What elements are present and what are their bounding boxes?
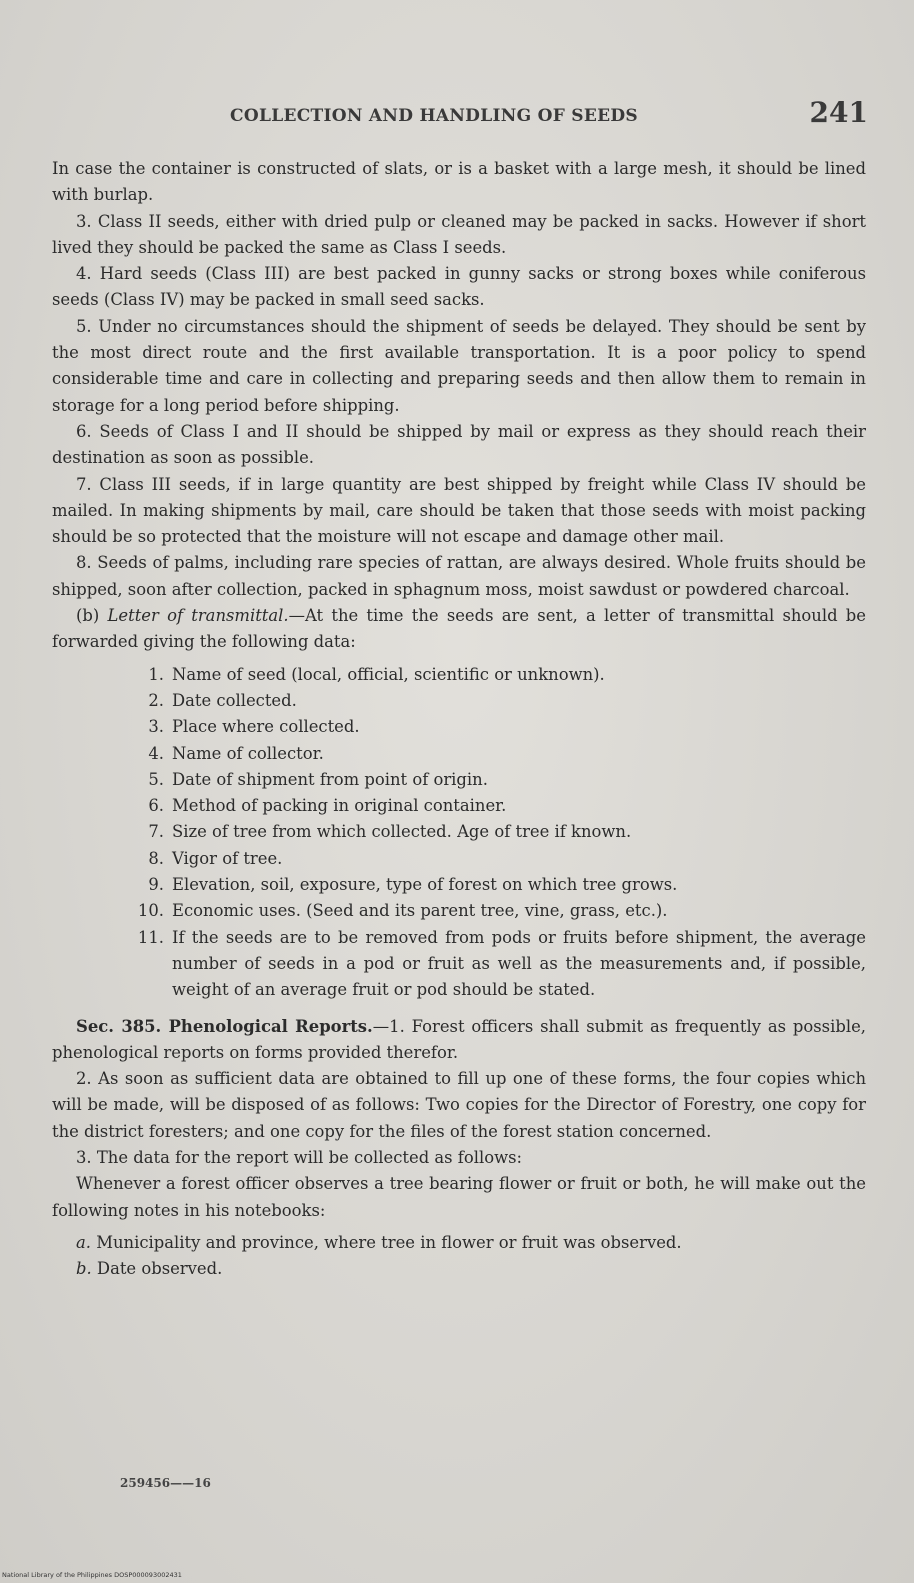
list-item: 8. Vigor of tree. — [148, 848, 283, 868]
list-item: 1. Name of seed (local, official, scientific or unknown). — [148, 664, 605, 684]
list-item: a. Municipality and province, where tree in flower or fruit was observed. — [76, 1232, 682, 1252]
list-item: b. Date observed. — [76, 1259, 223, 1279]
section-heading: Sec. 385. Phenological Reports. — [76, 1016, 373, 1036]
page-header — [60, 96, 868, 136]
paragraph-observation-notes: Whenever a forest officer observes a tree bearing flower or fruit or both, he will make out the following notes in his notebooks: — [52, 1174, 866, 1220]
body-text — [52, 156, 866, 1282]
paragraph-letter-of-transmittal — [52, 603, 866, 656]
list-item: 6. Method of packing in original container. — [148, 796, 507, 816]
paragraph-container-lining: In case the container is constructed of slats, or is a basket with a large mesh, it should be lined with burlap. — [52, 159, 866, 205]
list-item: 4. Name of collector. — [148, 743, 324, 763]
paragraph-class-i-ii-mail: 6. Seeds of Class I and II should be shipped by mail or express as they should reach their destination as soon as possible. — [52, 421, 866, 468]
paragraph-hard-seeds: 4. Hard seeds (Class III) are best packed in gunny sacks or strong boxes while coniferous seeds (Class IV) may be packed in small seed sacks. — [52, 264, 866, 310]
running-title: COLLECTION AND HANDLING OF SEEDS — [230, 106, 639, 126]
subsection-text: —At the time the seeds are sent, a letter of transmittal should be forwarded giving the following data: — [52, 606, 866, 652]
list-item: 7. Size of tree from which collected. Age of tree if known. — [148, 822, 632, 842]
scan-caption: National Library of the Philippines DOSP000093002431 — [2, 1571, 182, 1579]
list-item: 5. Date of shipment from point of origin. — [148, 769, 488, 789]
section-text: —1. Forest officers shall submit as frequently as possible, phenological reports on forms provided therefor. — [52, 1016, 866, 1062]
paragraph-data-collection: 3. The data for the report will be collected as follows: — [76, 1147, 523, 1167]
list-item: 2. Date collected. — [148, 690, 297, 710]
paragraph-phenological-reports — [52, 1014, 866, 1067]
page-number: 241 — [809, 96, 868, 129]
list-item: 3. Place where collected. — [148, 717, 360, 737]
paragraph-copies-disposal: 2. As soon as sufficient data are obtained to fill up one of these forms, the four copies which will be made, will be disposed of as follows: Two copies for the Director of Forestry, one copy for the district foresters; and one copy for the files of the forest station concerned. — [52, 1069, 866, 1141]
list-item: 10. Economic uses. (Seed and its parent tree, vine, grass, etc.). — [137, 901, 668, 921]
transmittal-data-list — [52, 662, 866, 1004]
paragraph-no-delay: 5. Under no circumstances should the shipment of seeds be delayed. They should be sent by the most direct route and the first available transportation. It is a poor policy to spend considerable time and care in collecting and preparing seeds and then allow them to remain in storage for a long period before shipping. — [52, 316, 866, 415]
paragraph-palms: 8. Seeds of palms, including rare species of rattan, are always desired. Whole fruits should be shipped, soon after collection, packed in sphagnum moss, moist sawdust or powdered charcoal. — [52, 553, 866, 599]
subsection-title: Letter of transmittal. — [107, 606, 289, 626]
paragraph-class-ii: 3. Class II seeds, either with dried pulp or cleaned may be packed in sacks. However if short lived they should be packed the same as Class I seeds. — [52, 211, 866, 257]
printer-code: 259456——16 — [120, 1476, 211, 1490]
paragraph-class-iii-freight: 7. Class III seeds, if in large quantity are best shipped by freight while Class IV should be mailed. In making shipments by mail, care should be taken that those seeds with moist packing should be so protected that the moisture will not escape and damage other mail. — [52, 474, 866, 547]
list-item: 9. Elevation, soil, exposure, type of forest on which tree grows. — [148, 875, 678, 895]
subsection-label: (b) — [76, 606, 100, 626]
notes-list — [52, 1230, 866, 1283]
list-item: 11. If the seeds are to be removed from pods or fruits before shipment, the average number of seeds in a pod or fruit as well as the measurements and, if possible, weight of an average fruit or pod should be stated. — [137, 927, 866, 1000]
